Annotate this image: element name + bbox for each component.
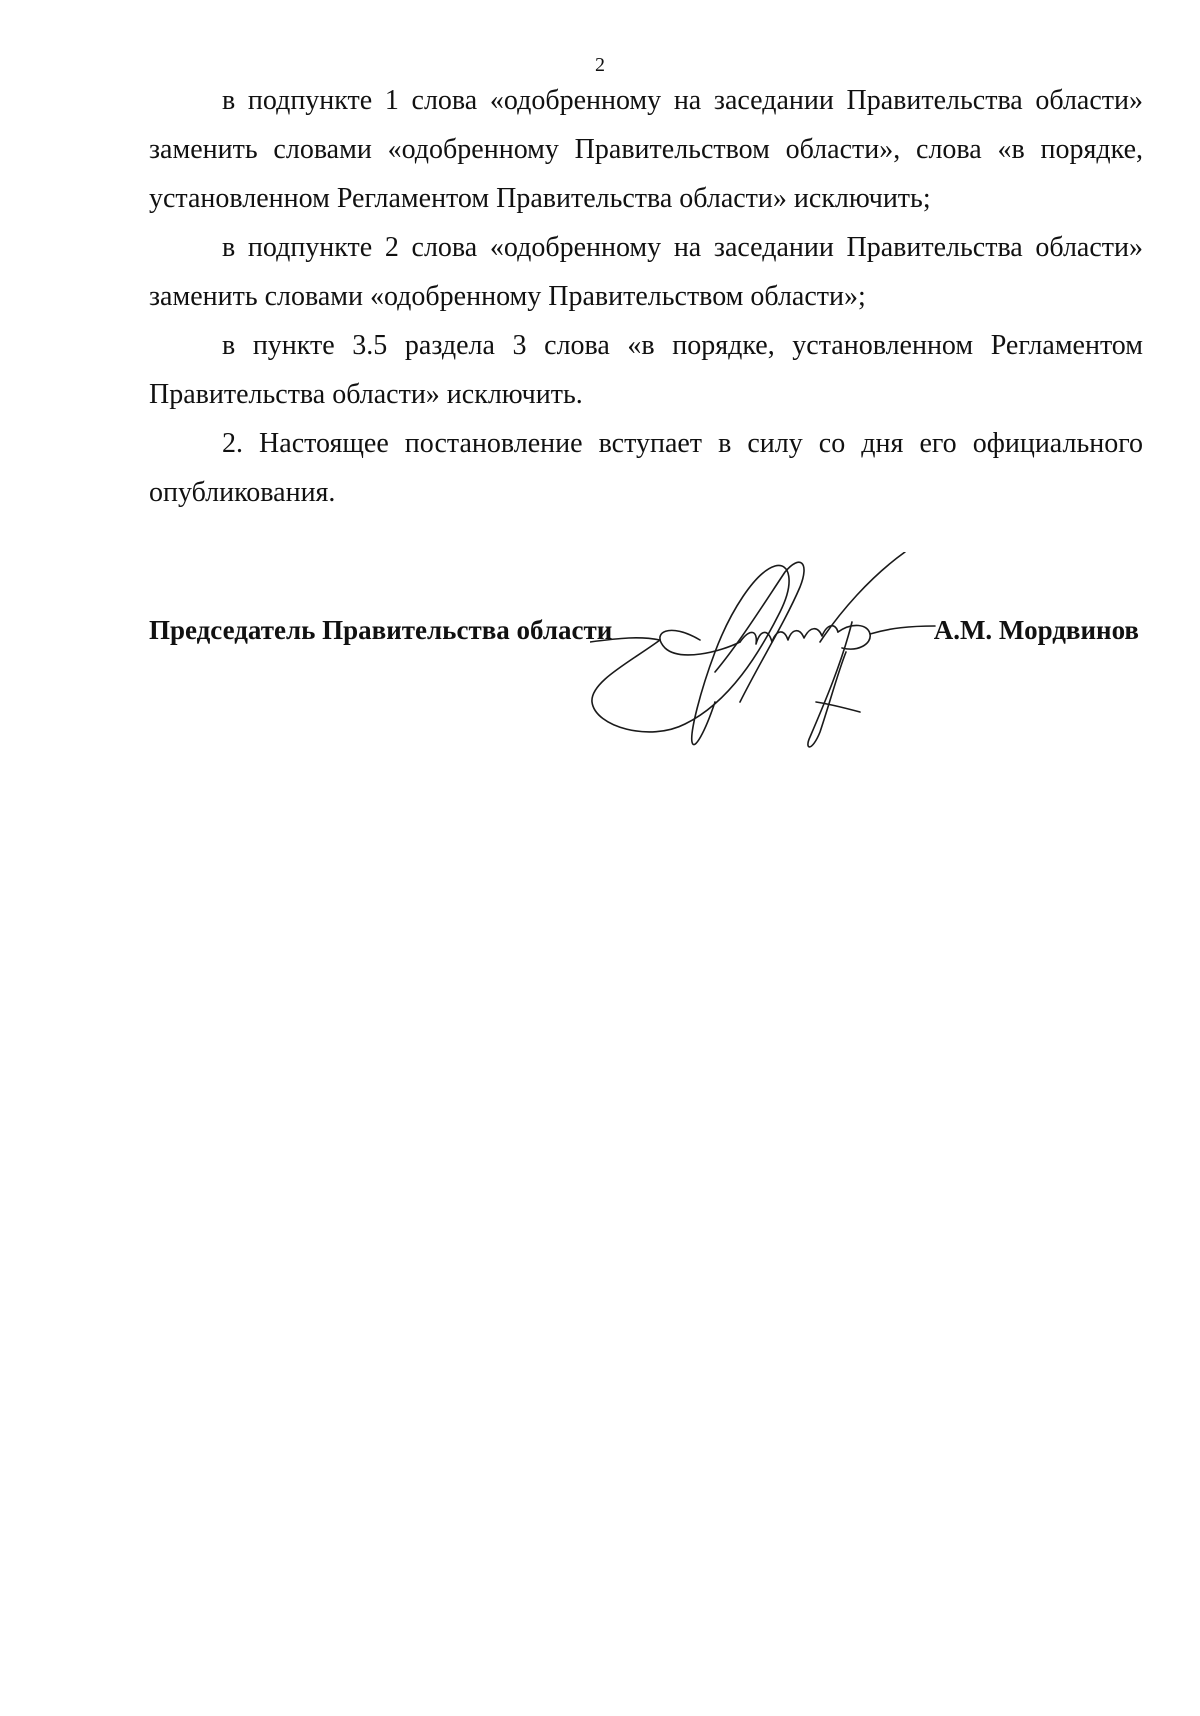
- paragraph-effective-date: 2. Настоящее постановление вступает в силу со дня его официального опубликования.: [149, 428, 1143, 508]
- page-number: 2: [595, 54, 605, 76]
- handwritten-signature-icon: [590, 552, 960, 757]
- paragraph-subpoint-2: в подпункте 2 слова «одобренному на заседании Правительства области» заменить словами «одобренному Правительством области»;: [149, 232, 1143, 312]
- signatory-title: Председатель Правительства области: [149, 615, 613, 645]
- paragraph-subpoint-1: в подпункте 1 слова «одобренному на заседании Правительства области» заменить словами «одобренному Правительством области», слова «в порядке, установленном Регламентом Правительства области» исключить;: [149, 85, 1143, 214]
- document-body: [149, 76, 1143, 517]
- signatory-name: А.М. Мордвинов: [933, 615, 1139, 645]
- paragraph-point-3-5: в пункте 3.5 раздела 3 слова «в порядке, установленном Регламентом Правительства области» исключить.: [149, 330, 1143, 410]
